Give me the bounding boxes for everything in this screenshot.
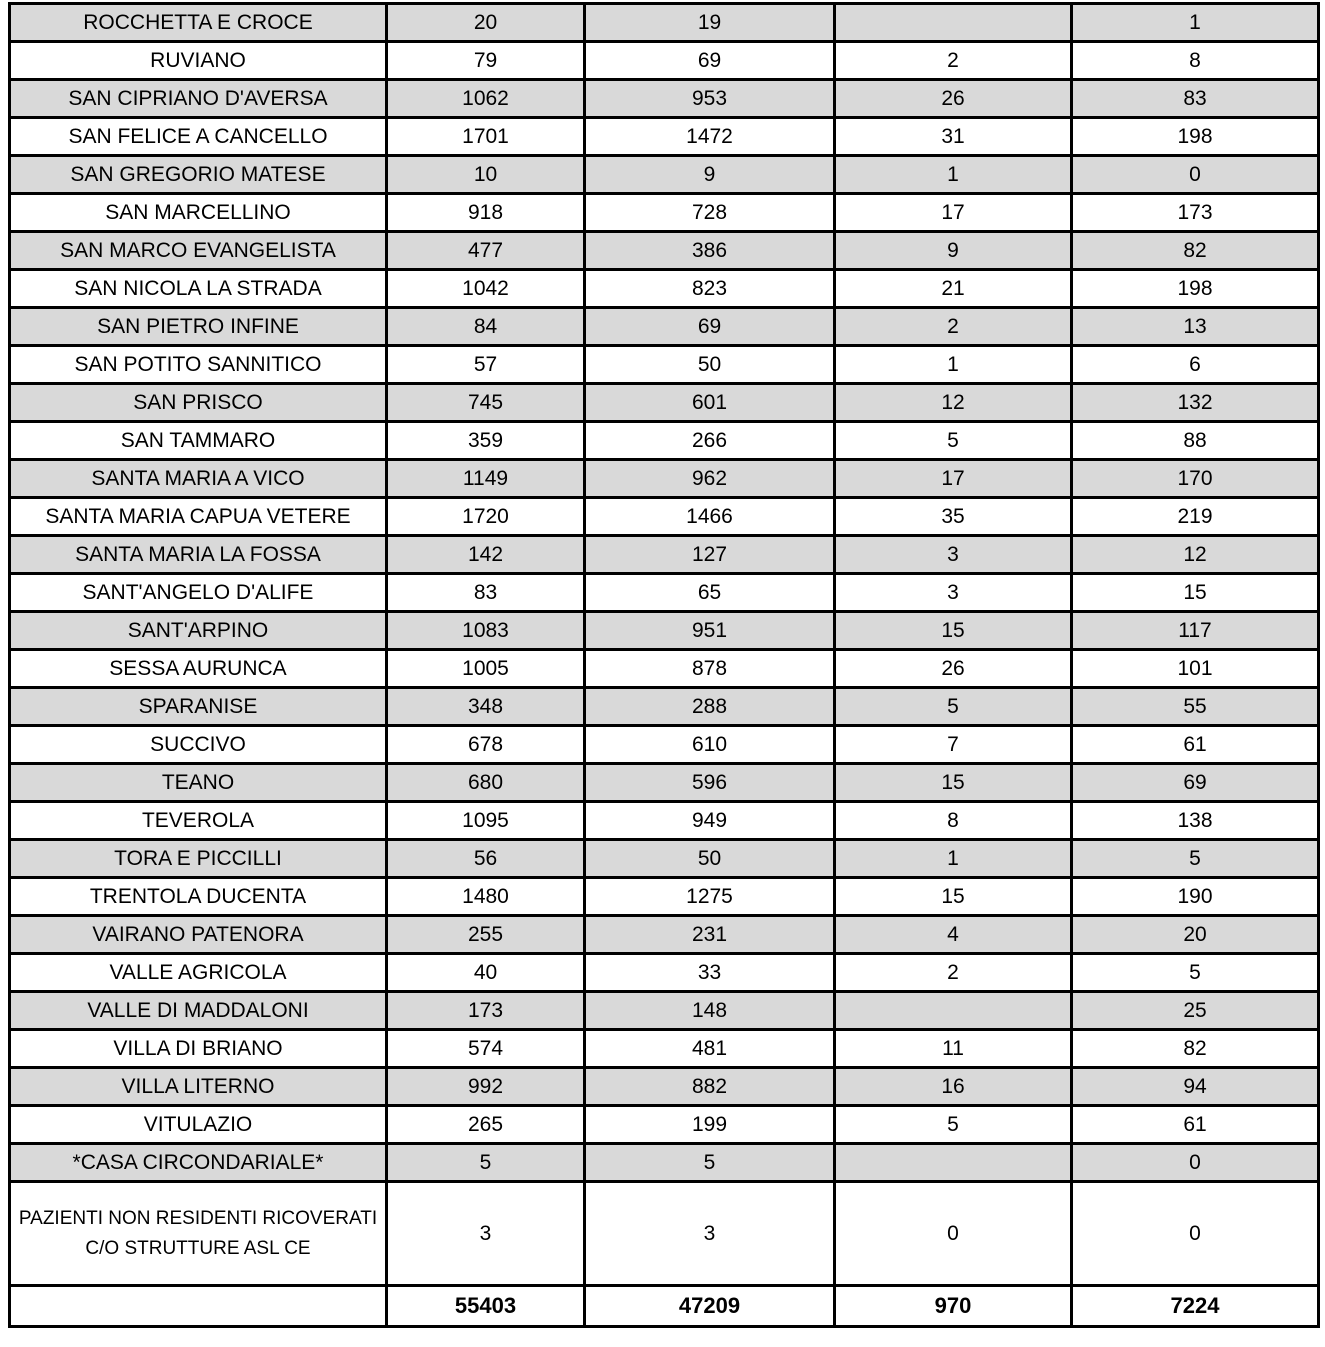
- table-row: [10, 80, 1319, 118]
- municipality-name-cell: SANT'ARPINO: [10, 612, 387, 650]
- municipality-name-cell: ROCCHETTA E CROCE: [10, 4, 387, 42]
- value-cell: 678: [387, 726, 585, 764]
- value-cell: 25: [1072, 992, 1319, 1030]
- value-cell: 31: [835, 118, 1072, 156]
- table-row: [10, 992, 1319, 1030]
- value-cell: 2: [835, 308, 1072, 346]
- table-row: [10, 1106, 1319, 1144]
- value-cell: 199: [585, 1106, 835, 1144]
- value-cell: 15: [1072, 574, 1319, 612]
- municipality-name-cell: SAN PIETRO INFINE: [10, 308, 387, 346]
- table-row: [10, 270, 1319, 308]
- value-cell: 7224: [1072, 1286, 1319, 1327]
- table-row: [10, 954, 1319, 992]
- value-cell: 5: [1072, 840, 1319, 878]
- municipality-name-cell: SANTA MARIA LA FOSSA: [10, 536, 387, 574]
- value-cell: 12: [835, 384, 1072, 422]
- value-cell: 0: [835, 1182, 1072, 1286]
- value-cell: 17: [835, 460, 1072, 498]
- value-cell: 596: [585, 764, 835, 802]
- value-cell: 47209: [585, 1286, 835, 1327]
- value-cell: 56: [387, 840, 585, 878]
- value-cell: 0: [1072, 1182, 1319, 1286]
- value-cell: 173: [1072, 194, 1319, 232]
- value-cell: 12: [1072, 536, 1319, 574]
- value-cell: 5: [1072, 954, 1319, 992]
- value-cell: 1: [835, 840, 1072, 878]
- value-cell: 481: [585, 1030, 835, 1068]
- value-cell: 359: [387, 422, 585, 460]
- value-cell: 17: [835, 194, 1072, 232]
- municipality-name-cell: SANT'ANGELO D'ALIFE: [10, 574, 387, 612]
- value-cell: 57: [387, 346, 585, 384]
- table-row: [10, 1068, 1319, 1106]
- table-row: [10, 916, 1319, 954]
- municipality-name-cell: SUCCIVO: [10, 726, 387, 764]
- value-cell: 951: [585, 612, 835, 650]
- table-row: [10, 422, 1319, 460]
- value-cell: 142: [387, 536, 585, 574]
- value-cell: 1042: [387, 270, 585, 308]
- value-cell: 386: [585, 232, 835, 270]
- municipality-name-cell: VILLA DI BRIANO: [10, 1030, 387, 1068]
- value-cell: 1062: [387, 80, 585, 118]
- municipality-name-cell: SANTA MARIA A VICO: [10, 460, 387, 498]
- value-cell: 198: [1072, 118, 1319, 156]
- table-row: [10, 232, 1319, 270]
- municipality-name-cell: SAN POTITO SANNITICO: [10, 346, 387, 384]
- table-row: [10, 764, 1319, 802]
- municipality-name-cell: VALLE AGRICOLA: [10, 954, 387, 992]
- value-cell: 953: [585, 80, 835, 118]
- table-row: [10, 118, 1319, 156]
- municipality-name-cell: SAN MARCELLINO: [10, 194, 387, 232]
- value-cell: 55403: [387, 1286, 585, 1327]
- value-cell: 962: [585, 460, 835, 498]
- table-row: [10, 878, 1319, 916]
- municipality-name-cell: *CASA CIRCONDARIALE*: [10, 1144, 387, 1182]
- value-cell: 15: [835, 878, 1072, 916]
- value-cell: 69: [585, 308, 835, 346]
- value-cell: 127: [585, 536, 835, 574]
- municipality-name-cell: SAN FELICE A CANCELLO: [10, 118, 387, 156]
- municipality-name-cell: SESSA AURUNCA: [10, 650, 387, 688]
- municipality-name-cell: SAN CIPRIANO D'AVERSA: [10, 80, 387, 118]
- value-cell: 138: [1072, 802, 1319, 840]
- value-cell: 40: [387, 954, 585, 992]
- value-cell: 5: [835, 422, 1072, 460]
- value-cell: 35: [835, 498, 1072, 536]
- municipality-name-cell: SAN MARCO EVANGELISTA: [10, 232, 387, 270]
- value-cell: 33: [585, 954, 835, 992]
- municipality-name-cell: VAIRANO PATENORA: [10, 916, 387, 954]
- value-cell: 878: [585, 650, 835, 688]
- value-cell: 26: [835, 650, 1072, 688]
- municipality-name-cell: SPARANISE: [10, 688, 387, 726]
- value-cell: 610: [585, 726, 835, 764]
- value-cell: 20: [1072, 916, 1319, 954]
- municipality-table: [8, 2, 1320, 1328]
- value-cell: 745: [387, 384, 585, 422]
- municipality-name-cell: TEVEROLA: [10, 802, 387, 840]
- value-cell: 0: [1072, 1144, 1319, 1182]
- value-cell: 823: [585, 270, 835, 308]
- value-cell: 1083: [387, 612, 585, 650]
- value-cell: 55: [1072, 688, 1319, 726]
- table-row: [10, 42, 1319, 80]
- total-row: [10, 1286, 1319, 1327]
- value-cell: 266: [585, 422, 835, 460]
- value-cell: 50: [585, 346, 835, 384]
- table-row: [10, 726, 1319, 764]
- value-cell: 69: [1072, 764, 1319, 802]
- value-cell: 1149: [387, 460, 585, 498]
- value-cell: 198: [1072, 270, 1319, 308]
- municipality-name-cell: SAN PRISCO: [10, 384, 387, 422]
- value-cell: [835, 4, 1072, 42]
- value-cell: 8: [835, 802, 1072, 840]
- value-cell: 5: [835, 1106, 1072, 1144]
- value-cell: 1480: [387, 878, 585, 916]
- table-row: [10, 802, 1319, 840]
- value-cell: 2: [835, 954, 1072, 992]
- value-cell: 255: [387, 916, 585, 954]
- value-cell: 173: [387, 992, 585, 1030]
- table-row: [10, 688, 1319, 726]
- municipality-table-body: [10, 4, 1319, 1327]
- value-cell: 69: [585, 42, 835, 80]
- value-cell: 5: [835, 688, 1072, 726]
- value-cell: 15: [835, 612, 1072, 650]
- table-row: [10, 156, 1319, 194]
- value-cell: 5: [387, 1144, 585, 1182]
- table-row: [10, 346, 1319, 384]
- value-cell: 348: [387, 688, 585, 726]
- value-cell: 83: [387, 574, 585, 612]
- value-cell: 3: [835, 574, 1072, 612]
- value-cell: 574: [387, 1030, 585, 1068]
- value-cell: 8: [1072, 42, 1319, 80]
- value-cell: 1: [835, 346, 1072, 384]
- value-cell: 949: [585, 802, 835, 840]
- value-cell: 101: [1072, 650, 1319, 688]
- value-cell: 601: [585, 384, 835, 422]
- value-cell: 1466: [585, 498, 835, 536]
- value-cell: 1: [1072, 4, 1319, 42]
- value-cell: 170: [1072, 460, 1319, 498]
- table-row: [10, 840, 1319, 878]
- table-row: [10, 1144, 1319, 1182]
- value-cell: 21: [835, 270, 1072, 308]
- value-cell: 83: [1072, 80, 1319, 118]
- value-cell: 3: [387, 1182, 585, 1286]
- municipality-name-cell: VILLA LITERNO: [10, 1068, 387, 1106]
- table-row: [10, 4, 1319, 42]
- value-cell: 11: [835, 1030, 1072, 1068]
- value-cell: 992: [387, 1068, 585, 1106]
- value-cell: [835, 1144, 1072, 1182]
- value-cell: 50: [585, 840, 835, 878]
- municipality-name-cell: VITULAZIO: [10, 1106, 387, 1144]
- municipality-name-cell: PAZIENTI NON RESIDENTI RICOVERATI C/O STRUTTURE ASL CE: [10, 1182, 387, 1286]
- value-cell: 882: [585, 1068, 835, 1106]
- table-row: [10, 498, 1319, 536]
- value-cell: 88: [1072, 422, 1319, 460]
- value-cell: 19: [585, 4, 835, 42]
- value-cell: 288: [585, 688, 835, 726]
- value-cell: 1095: [387, 802, 585, 840]
- municipality-name-cell: TORA E PICCILLI: [10, 840, 387, 878]
- municipality-name-cell: TEANO: [10, 764, 387, 802]
- value-cell: 2: [835, 42, 1072, 80]
- table-row: [10, 194, 1319, 232]
- table-row: [10, 650, 1319, 688]
- value-cell: 15: [835, 764, 1072, 802]
- value-cell: 4: [835, 916, 1072, 954]
- table-row: [10, 308, 1319, 346]
- municipality-name-cell: SAN NICOLA LA STRADA: [10, 270, 387, 308]
- value-cell: 16: [835, 1068, 1072, 1106]
- value-cell: 10: [387, 156, 585, 194]
- value-cell: 117: [1072, 612, 1319, 650]
- municipality-name-cell: [10, 1286, 387, 1327]
- table-row: [10, 384, 1319, 422]
- value-cell: 1701: [387, 118, 585, 156]
- value-cell: 680: [387, 764, 585, 802]
- table-row: [10, 536, 1319, 574]
- value-cell: 1720: [387, 498, 585, 536]
- value-cell: 7: [835, 726, 1072, 764]
- table-row: [10, 1182, 1319, 1286]
- value-cell: 94: [1072, 1068, 1319, 1106]
- value-cell: 1005: [387, 650, 585, 688]
- value-cell: 13: [1072, 308, 1319, 346]
- value-cell: 9: [585, 156, 835, 194]
- value-cell: 219: [1072, 498, 1319, 536]
- value-cell: 79: [387, 42, 585, 80]
- value-cell: 65: [585, 574, 835, 612]
- value-cell: 265: [387, 1106, 585, 1144]
- municipality-name-cell: VALLE DI MADDALONI: [10, 992, 387, 1030]
- value-cell: 82: [1072, 232, 1319, 270]
- value-cell: 1: [835, 156, 1072, 194]
- municipality-name-cell: SAN TAMMARO: [10, 422, 387, 460]
- value-cell: 20: [387, 4, 585, 42]
- value-cell: 1275: [585, 878, 835, 916]
- value-cell: 970: [835, 1286, 1072, 1327]
- municipality-name-cell: RUVIANO: [10, 42, 387, 80]
- municipality-name-cell: SAN GREGORIO MATESE: [10, 156, 387, 194]
- table-row: [10, 460, 1319, 498]
- value-cell: 3: [585, 1182, 835, 1286]
- value-cell: 132: [1072, 384, 1319, 422]
- value-cell: 82: [1072, 1030, 1319, 1068]
- value-cell: 190: [1072, 878, 1319, 916]
- value-cell: 26: [835, 80, 1072, 118]
- value-cell: 61: [1072, 1106, 1319, 1144]
- table-row: [10, 1030, 1319, 1068]
- table-row: [10, 574, 1319, 612]
- value-cell: 477: [387, 232, 585, 270]
- value-cell: 1472: [585, 118, 835, 156]
- value-cell: 728: [585, 194, 835, 232]
- value-cell: 0: [1072, 156, 1319, 194]
- value-cell: 9: [835, 232, 1072, 270]
- value-cell: 61: [1072, 726, 1319, 764]
- value-cell: 84: [387, 308, 585, 346]
- value-cell: 6: [1072, 346, 1319, 384]
- value-cell: 3: [835, 536, 1072, 574]
- municipality-name-cell: TRENTOLA DUCENTA: [10, 878, 387, 916]
- value-cell: 148: [585, 992, 835, 1030]
- value-cell: 231: [585, 916, 835, 954]
- value-cell: 5: [585, 1144, 835, 1182]
- table-row: [10, 612, 1319, 650]
- municipality-name-cell: SANTA MARIA CAPUA VETERE: [10, 498, 387, 536]
- value-cell: [835, 992, 1072, 1030]
- value-cell: 918: [387, 194, 585, 232]
